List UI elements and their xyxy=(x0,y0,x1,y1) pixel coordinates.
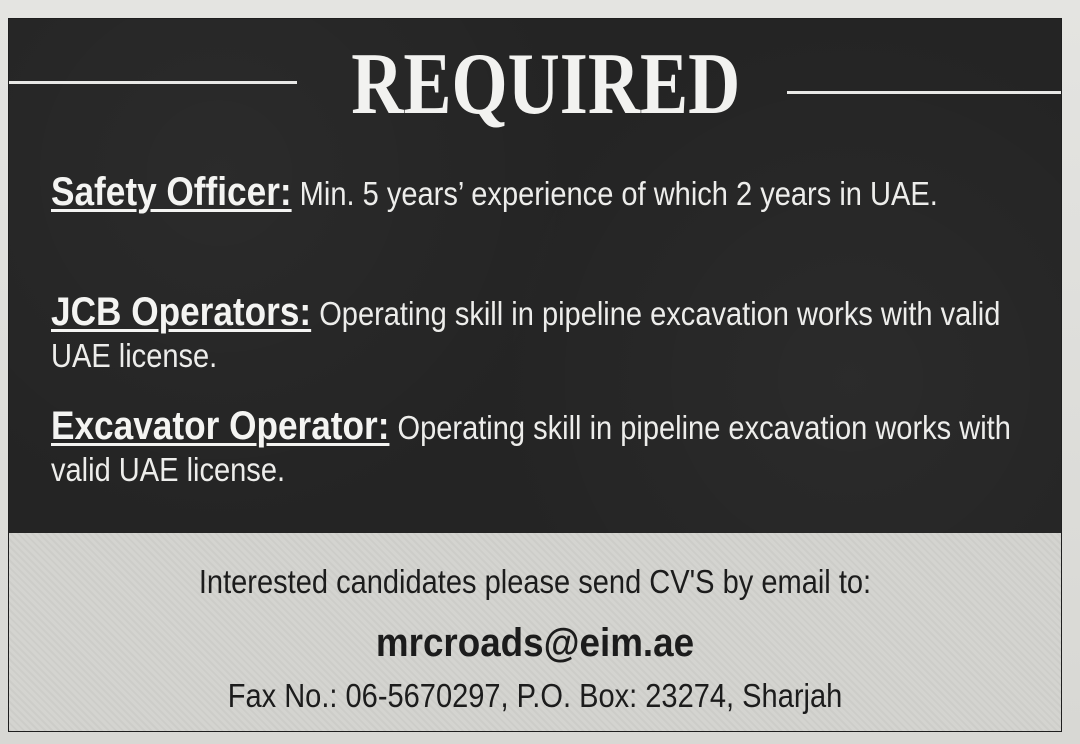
position-title: JCB Operators: xyxy=(51,290,312,334)
contact-panel xyxy=(9,533,1061,731)
position-description: Operating skill in pipeline excavation works with valid UAE license. xyxy=(51,409,1011,488)
position-jcb-operators xyxy=(51,291,1037,377)
application-instruction: Interested candidates please send CV'S by email to: xyxy=(198,563,872,600)
position-safety-officer xyxy=(51,171,1037,215)
position-title: Excavator Operator: xyxy=(51,404,390,448)
position-title: Safety Officer: xyxy=(51,170,292,214)
position-description: Operating skill in pipeline excavation works with valid UAE license. xyxy=(51,295,1001,374)
headline-rule-right xyxy=(787,91,1061,94)
headline-rule-left xyxy=(9,81,297,84)
positions-panel xyxy=(9,19,1061,533)
position-description: Min. 5 years’ experience of which 2 years in UAE. xyxy=(291,175,938,212)
job-advertisement xyxy=(8,18,1062,732)
contact-email: mrcroads@eim.ae xyxy=(375,621,695,665)
headline: REQUIRED xyxy=(351,36,741,133)
contact-address: Fax No.: 06-5670297, P.O. Box: 23274, Sharjah xyxy=(227,677,843,714)
position-excavator-operator xyxy=(51,405,1037,491)
